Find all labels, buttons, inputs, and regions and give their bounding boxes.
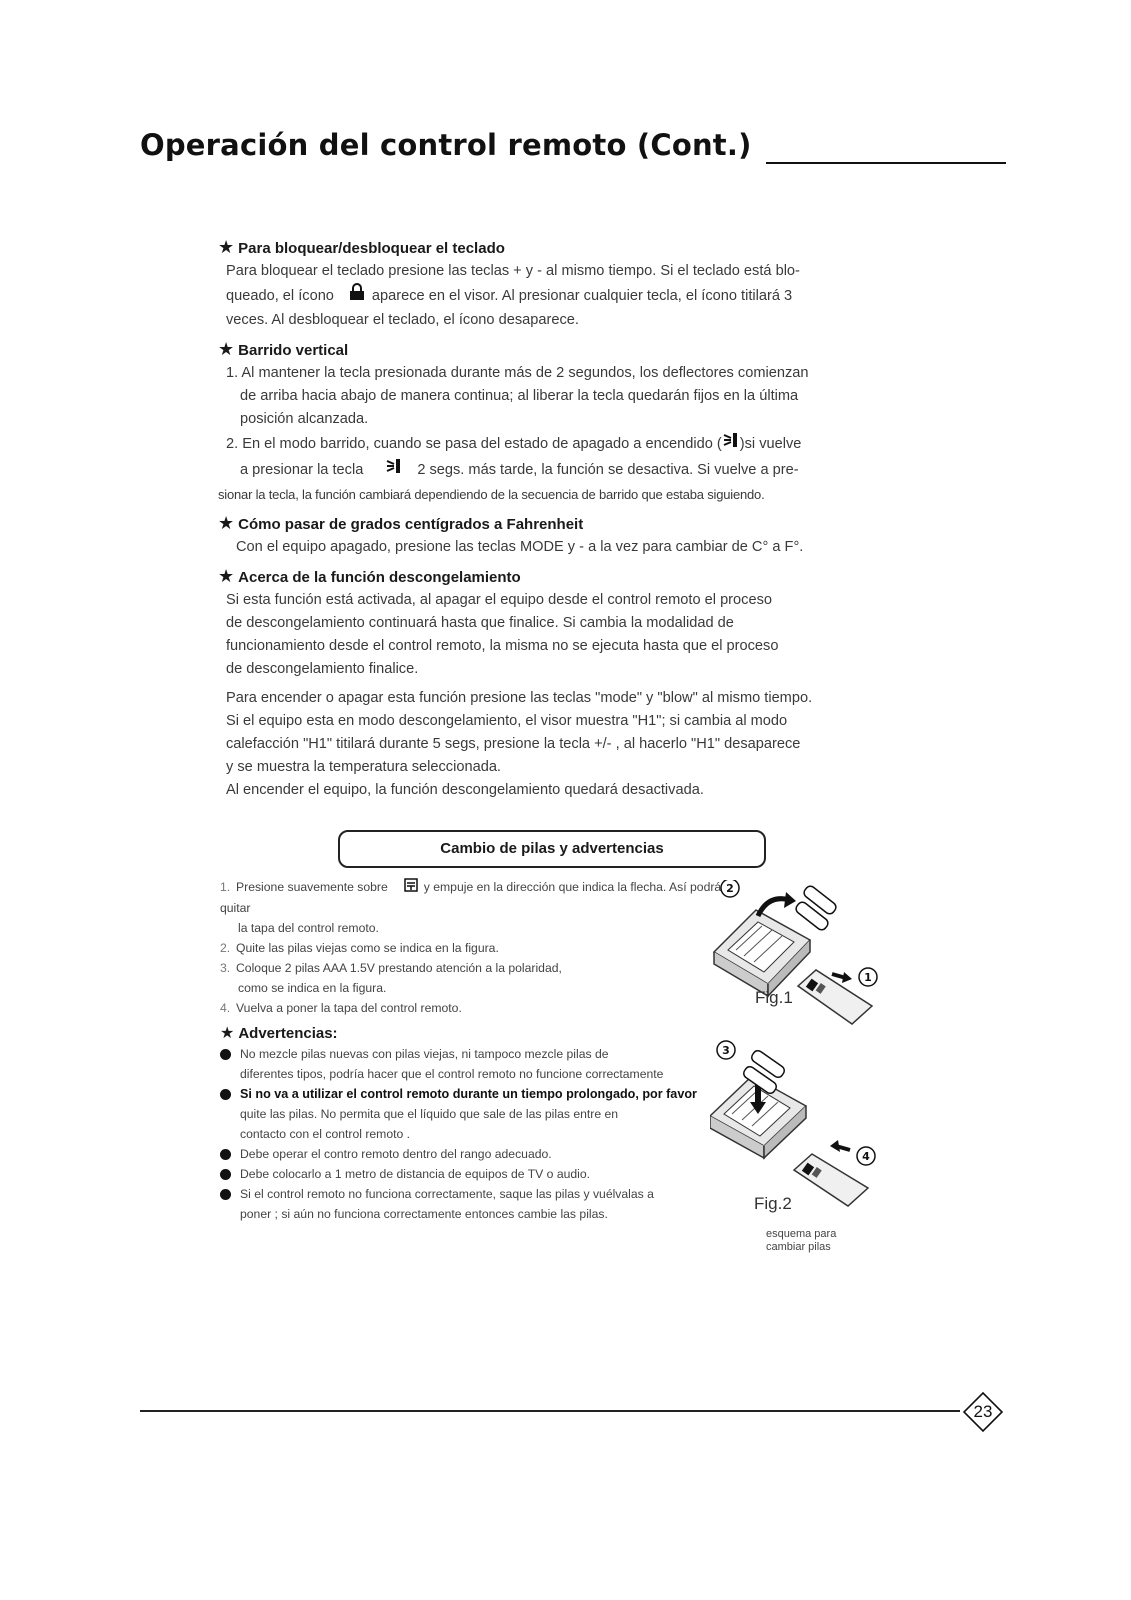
step-marker-label: 3 — [722, 1044, 730, 1057]
star-icon: ★ — [218, 513, 235, 533]
paragraph-line: Si esta función está activada, al apagar el equipo desde el control remoto el proceso — [226, 592, 772, 608]
paragraph-line: Para encender o apagar esta función presione las teclas "mode" y "blow" al mismo tiempo. — [226, 690, 813, 706]
step-item: 4. Vuelva a poner la tapa del control remoto. — [220, 1000, 462, 1015]
fig2-label: Fig.2 — [754, 1194, 792, 1213]
warning-item: No mezcle pilas nuevas con pilas viejas, ni tampoco mezcle pilas de — [220, 1044, 740, 1064]
fig1-arrowhead-icon — [784, 892, 796, 908]
step-item: 1. Presione suavemente sobre y empuje en la dirección que indica la flecha. Así podrá quitar — [220, 877, 740, 918]
list-item-continuation: de arriba hacia abajo de manera continua; al liberar la tecla quedarán fijos en la última — [240, 388, 799, 404]
warning-item: Si el control remoto no funciona correctamente, saque las pilas y vuélvalas a — [220, 1184, 740, 1204]
paragraph-line: Para bloquear el teclado presione las teclas + y - al mismo tiempo. Si el teclado está blo- — [226, 263, 800, 279]
paragraph-line: de descongelamiento finalice. — [226, 661, 419, 677]
warning-item: Debe operar el contro remoto dentro del rango adecuado. — [220, 1144, 740, 1164]
step-marker-label: 2 — [726, 882, 734, 895]
step-continuation: la tapa del control remoto. — [238, 920, 379, 935]
footer-rule — [140, 1410, 960, 1412]
warning-continuation: poner ; si aún no funciona correctamente entonces cambie las pilas. — [240, 1206, 608, 1221]
page-title: Operación del control remoto (Cont.) — [140, 128, 752, 162]
step-marker-label: 1 — [864, 971, 872, 984]
battery-section-title: Cambio de pilas y advertencias — [338, 830, 766, 868]
paragraph-line: Al encender el equipo, la función descongelamiento quedará desactivada. — [226, 782, 704, 798]
section-heading: ★ Cómo pasar de grados centígrados a Fahrenheit — [218, 513, 584, 533]
star-icon: ★ — [220, 1024, 235, 1042]
paragraph-line: y se muestra la temperatura seleccionada. — [226, 759, 501, 775]
figure-caption: esquema para cambiar pilas — [766, 1228, 837, 1253]
paragraph-line: de descongelamiento continuará hasta que finalice. Si cambia la modalidad de — [226, 615, 734, 631]
list-item-continuation: a presionar la tecla 2 segs. más tarde, la función se desactiva. Si vuelve a pre- — [218, 457, 908, 483]
list-item: 2. En el modo barrido, cuando se pasa del estado de apagado a encendido ( )si vuelve — [218, 431, 908, 457]
fig2-remote-cover — [794, 1154, 868, 1206]
paragraph-line: veces. Al desbloquear el teclado, el ícono desaparece. — [226, 312, 579, 328]
section-heading: ★ Acerca de la función descongelamiento — [218, 566, 521, 586]
list-item: 1. Al mantener la tecla presionada durante más de 2 segundos, los deflectores comienzan — [226, 365, 809, 381]
list-item-continuation: sionar la tecla, la función cambiará dependiendo de la secuencia de barrido que estaba siguiendo. — [218, 487, 765, 502]
battery-icon — [794, 884, 838, 932]
fig2-slide-arrowhead-icon — [830, 1140, 840, 1152]
section-vertical-swing — [218, 338, 908, 506]
paragraph-line: funcionamiento desde el control remoto, la misma no se ejecuta hasta que el proceso — [226, 638, 779, 654]
paragraph-line: Con el equipo apagado, presione las teclas MODE y - a la vez para cambiar de C° a F°. — [236, 539, 804, 555]
section-heading: ★ Barrido vertical — [218, 339, 349, 359]
warning-continuation: diferentes tipos, podría hacer que el control remoto no funcione correctamente — [240, 1066, 664, 1081]
section-fahrenheit — [218, 512, 908, 559]
lock-icon — [348, 283, 366, 309]
star-icon: ★ — [218, 566, 235, 586]
warning-item: Si no va a utilizar el control remoto durante un tiempo prolongado, por favor — [220, 1084, 740, 1104]
step-item: 3. Coloque 2 pilas AAA 1.5V prestando atención a la polaridad, — [220, 960, 562, 975]
section-keyboard-lock — [218, 236, 908, 332]
section-defrost — [218, 565, 908, 802]
list-item-continuation: posición alcanzada. — [240, 411, 369, 427]
step-item: 2. Quite las pilas viejas como se indica en la figura. — [220, 940, 499, 955]
star-icon: ★ — [218, 339, 235, 359]
page-number: 23 — [973, 1402, 993, 1421]
page-number-badge — [962, 1391, 1004, 1433]
swing-icon — [385, 457, 403, 483]
warning-continuation: quite las pilas. No permita que el líquido que sale de las pilas entre en — [240, 1106, 619, 1121]
step-marker-label: 4 — [862, 1150, 870, 1163]
step-continuation: como se indica en la figura. — [238, 980, 387, 995]
title-rule — [766, 162, 1006, 164]
cover-release-icon — [404, 878, 418, 898]
paragraph-line: Si el equipo esta en modo descongelamiento, el visor muestra "H1"; si cambia al modo — [226, 713, 788, 729]
warnings-heading: ★ Advertencias: — [220, 1024, 338, 1042]
fig1-slide-arrowhead-icon — [842, 972, 852, 983]
remote-illustration — [710, 880, 910, 1260]
paragraph-line: queado, el ícono aparece en el visor. Al presionar cualquier tecla, el ícono titilará 3 — [218, 283, 908, 309]
fig1-label: Fig.1 — [755, 988, 793, 1007]
paragraph-line: calefacción "H1" titilará durante 5 segs, presione la tecla +/- , al hacerlo "H1" desaparece — [226, 736, 801, 752]
swing-icon — [722, 431, 740, 457]
fig1-remote-body — [714, 910, 810, 996]
star-icon: ★ — [218, 237, 235, 257]
main-content — [218, 236, 908, 808]
warning-item: Debe colocarlo a 1 metro de distancia de equipos de TV o audio. — [220, 1164, 740, 1184]
warning-continuation: contacto con el control remoto . — [240, 1126, 411, 1141]
battery-instructions — [220, 877, 740, 1224]
section-heading: ★ Para bloquear/desbloquear el teclado — [218, 237, 505, 257]
battery-figures — [710, 880, 910, 1260]
